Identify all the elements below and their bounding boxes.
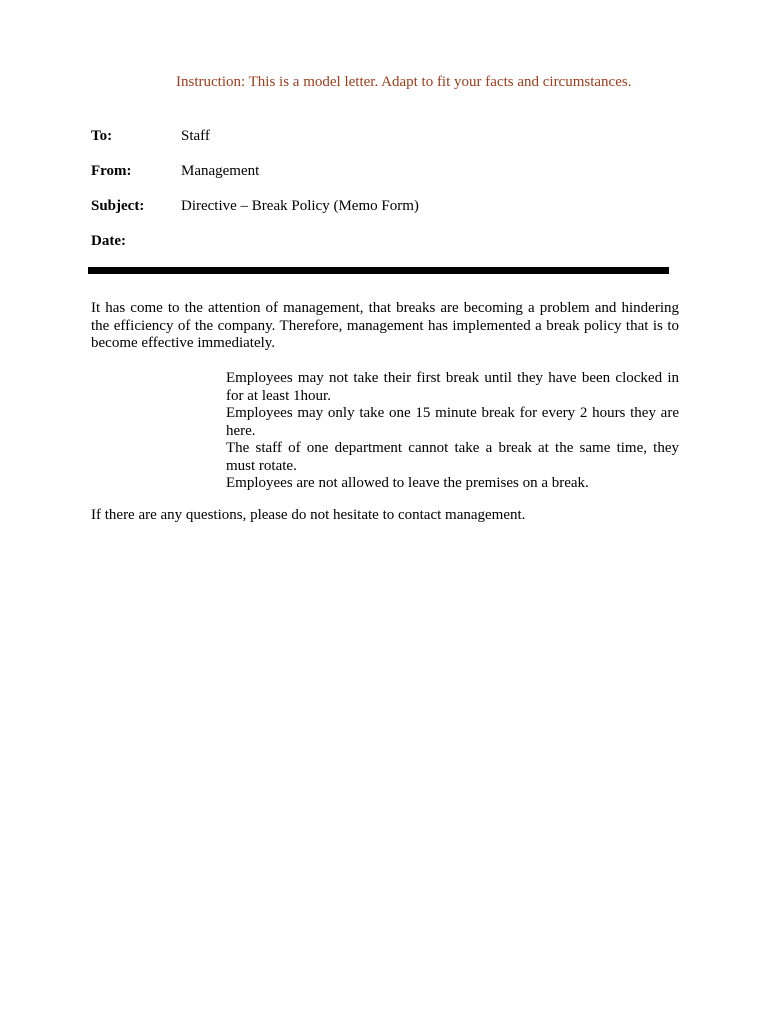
- from-value: Management: [181, 163, 260, 179]
- list-item-text: Employees may only take one 15 minute break for every 2 hours they are here.: [226, 405, 679, 439]
- list-item-text: Employees are not allowed to leave the premises on a break.: [226, 475, 589, 491]
- date-label: Date:: [91, 233, 126, 249]
- header-divider: [88, 267, 669, 274]
- list-item: [203, 405, 679, 440]
- closing-paragraph: If there are any questions, please do not hesitate to contact management.: [91, 507, 526, 523]
- list-item: [203, 440, 679, 475]
- list-item-text: Employees may not take their first break until they have been clocked in for at least 1hour.: [226, 370, 679, 404]
- to-value: Staff: [181, 128, 210, 144]
- list-item: [203, 475, 679, 493]
- subject-value: Directive – Break Policy (Memo Form): [181, 198, 419, 214]
- policy-list: [203, 370, 679, 493]
- instruction-note: Instruction: This is a model letter. Adapt to fit your facts and circumstances.: [176, 74, 632, 90]
- from-label: From:: [91, 163, 132, 179]
- list-item: [203, 370, 679, 405]
- subject-label: Subject:: [91, 198, 145, 214]
- intro-paragraph: It has come to the attention of management, that breaks are becoming a problem and hindering the efficiency of the company. Therefore, management has implemented a break policy that is to become effective immediately.: [91, 300, 679, 351]
- list-item-text: The staff of one department cannot take a break at the same time, they must rotate.: [226, 440, 679, 474]
- to-label: To:: [91, 128, 113, 144]
